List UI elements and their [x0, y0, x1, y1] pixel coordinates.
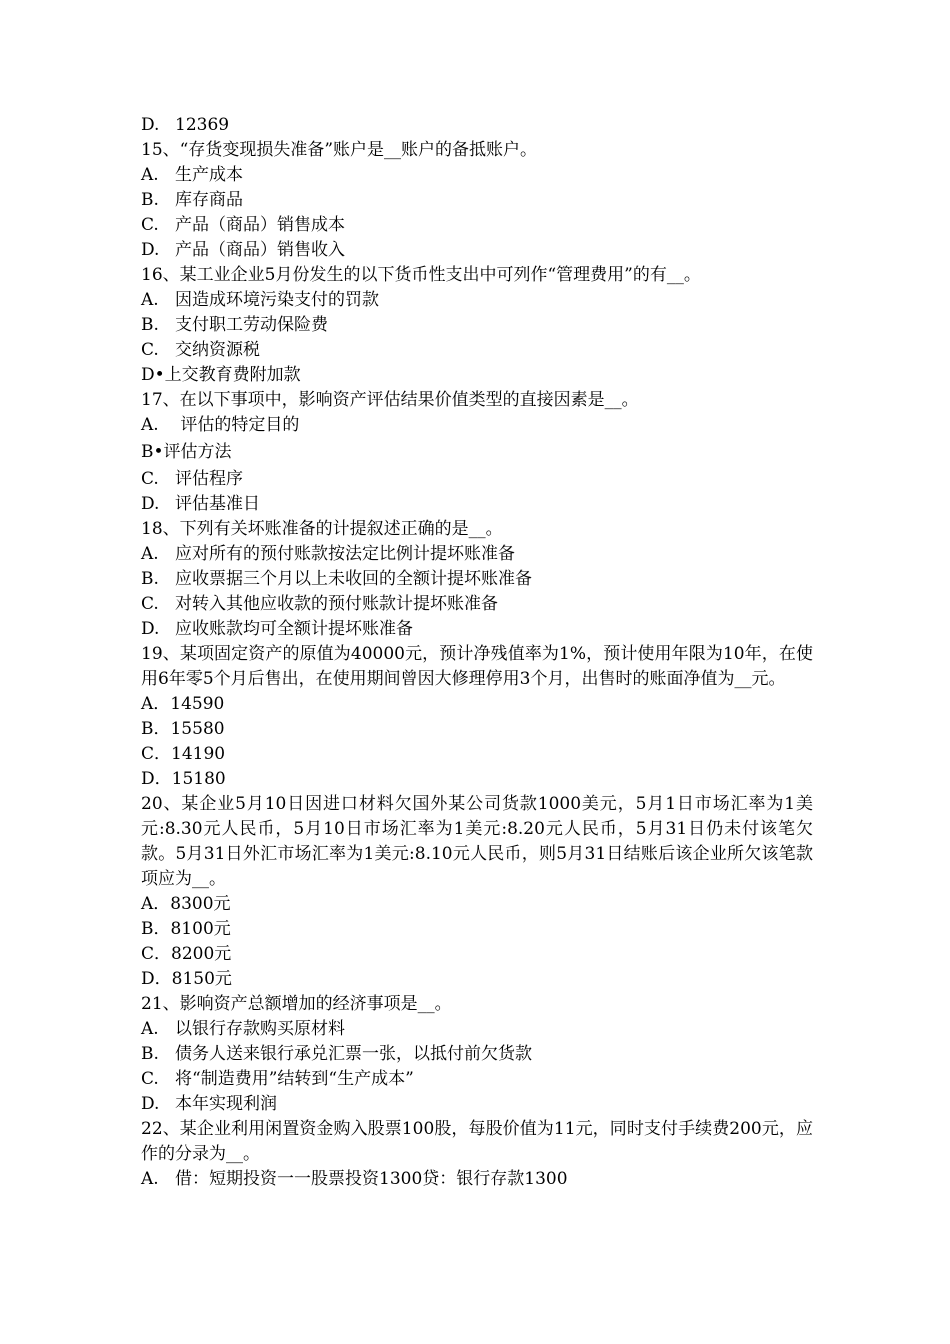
option-label: D.: [141, 1094, 160, 1114]
option-text: 评估程序: [175, 469, 243, 489]
answer-option: [141, 113, 813, 138]
option-text: 本年实现利润: [175, 1094, 277, 1114]
option-text: 库存商品: [175, 190, 243, 210]
option-label: A.: [141, 165, 159, 185]
answer-option: [141, 1167, 813, 1192]
answer-option: [141, 492, 813, 517]
option-text: 评估基准日: [175, 494, 260, 514]
answer-option: A．8300元: [141, 894, 231, 914]
option-text: 12369: [175, 115, 230, 135]
answer-option: [141, 1067, 813, 1092]
answer-option: B．8100元: [141, 919, 231, 939]
option-text: 评估的特定目的: [175, 415, 300, 435]
option-text: 交纳资源税: [175, 340, 260, 360]
option-text: 应收票据三个月以上未收回的全额计提坏账准备: [175, 569, 532, 589]
answer-option: [141, 338, 813, 363]
answer-option: [141, 542, 813, 567]
answer-option: [141, 213, 813, 238]
answer-option: [141, 567, 813, 592]
answer-option: B．15580: [141, 719, 225, 739]
option-label: B.: [141, 315, 159, 335]
question-text: 21、影响资产总额增加的经济事项是__。: [141, 994, 452, 1014]
answer-option: [141, 188, 813, 213]
answer-option: [141, 1017, 813, 1042]
question-text: 22、某企业利用闲置资金购入股票100股，每股价值为11元，同时支付手续费200元，应作的分录为__。: [141, 1119, 813, 1164]
answer-option: A．14590: [141, 694, 225, 714]
option-text: 债务人送来银行承兑汇票一张，以抵付前欠货款: [175, 1044, 532, 1064]
exam-question-list: [141, 113, 813, 1192]
answer-option: D•上交教育费附加款: [141, 365, 301, 385]
option-text: 将“制造费用”结转到“生产成本”: [175, 1069, 414, 1089]
option-text: 以银行存款购买原材料: [175, 1019, 345, 1039]
option-label: B.: [141, 190, 159, 210]
answer-option: [141, 413, 813, 438]
answer-option: C．8200元: [141, 944, 232, 964]
question-text: 19、某项固定资产的原值为40000元，预计净残值率为1%，预计使用年限为10年，在使用6年零5个月后售出，在使用期间曾因大修理停用3个月，出售时的账面净值为__元。: [141, 644, 813, 689]
question-text: 15、“存货变现损失准备”账户是__账户的备抵账户。: [141, 140, 538, 160]
question-text: 20、某企业5月10日因进口材料欠国外某公司货款1000美元，5月1日市场汇率为1美元:8.30元人民币，5月10日市场汇率为1美元:8.20元人民币，5月31日仍未付该笔欠款。5月31日外汇市场汇率为1美元:8.10元人民币，则5月31日结账后该企业所欠该笔款项应为__。: [141, 794, 813, 889]
option-label: A.: [141, 1169, 159, 1189]
answer-option: [141, 617, 813, 642]
option-text: 产品（商品）销售收入: [175, 240, 345, 260]
option-label: B.: [141, 1044, 159, 1064]
option-text: 支付职工劳动保险费: [175, 315, 328, 335]
option-text: 应对所有的预付账款按法定比例计提坏账准备: [175, 544, 515, 564]
option-text: 生产成本: [175, 165, 243, 185]
question-text: 17、在以下事项中，影响资产评估结果价值类型的直接因素是__。: [141, 390, 639, 410]
option-text: 因造成环境污染支付的罚款: [175, 290, 379, 310]
answer-option: [141, 238, 813, 263]
option-label: C.: [141, 1069, 159, 1089]
option-label: A.: [141, 415, 159, 435]
option-label: D.: [141, 619, 160, 639]
question-text: 16、某工业企业5月份发生的以下货币性支出中可列作“管理费用”的有__。: [141, 265, 701, 285]
answer-option: [141, 592, 813, 617]
option-label: C.: [141, 594, 159, 614]
option-label: C.: [141, 215, 159, 235]
answer-option: C．14190: [141, 744, 226, 764]
answer-option: B•评估方法: [141, 442, 232, 462]
option-label: A.: [141, 1019, 159, 1039]
answer-option: [141, 313, 813, 338]
option-text: 应收账款均可全额计提坏账准备: [175, 619, 413, 639]
question-text: 18、下列有关坏账准备的计提叙述正确的是__。: [141, 519, 503, 539]
answer-option: D．8150元: [141, 969, 232, 989]
answer-option: [141, 288, 813, 313]
option-label: D.: [141, 494, 160, 514]
answer-option: [141, 1092, 813, 1117]
option-label: C.: [141, 469, 159, 489]
option-label: C.: [141, 340, 159, 360]
option-label: A.: [141, 544, 159, 564]
option-text: 产品（商品）销售成本: [175, 215, 345, 235]
option-label: A.: [141, 290, 159, 310]
option-label: D.: [141, 115, 160, 135]
option-label: B.: [141, 569, 159, 589]
answer-option: [141, 1042, 813, 1067]
answer-option: D．15180: [141, 769, 226, 789]
option-label: D.: [141, 240, 160, 260]
option-text: 借：短期投资一一股票投资1300贷：银行存款1300: [175, 1169, 568, 1189]
answer-option: [141, 467, 813, 492]
answer-option: [141, 163, 813, 188]
option-text: 对转入其他应收款的预付账款计提坏账准备: [175, 594, 498, 614]
